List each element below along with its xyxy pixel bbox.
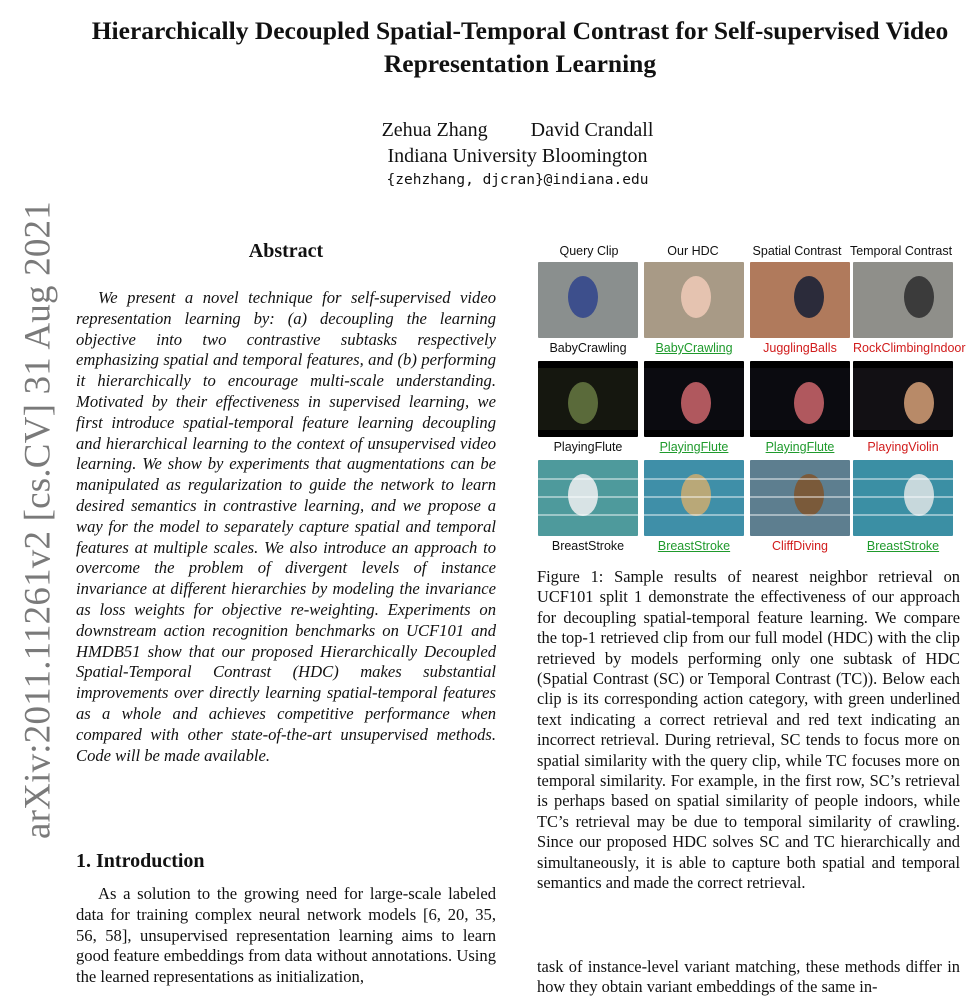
figure-row — [537, 361, 973, 460]
retrieval-cell — [750, 262, 850, 358]
paper-title-line-1: Hierarchically Decoupled Spatial-Temporal Contrast for Self-supervised Video — [91, 16, 949, 45]
action-label: CliffDiving — [771, 539, 829, 553]
frame-subject — [681, 382, 711, 424]
video-frame-thumbnail — [538, 361, 638, 437]
action-label: BreastStroke — [657, 539, 731, 553]
video-frame-thumbnail — [853, 460, 953, 536]
author-email: {zehzhang, djcran}@indiana.edu — [386, 172, 649, 188]
action-label: PlayingFlute — [553, 440, 623, 454]
video-frame-thumbnail — [538, 262, 638, 338]
retrieval-cell — [644, 460, 744, 556]
paper-title — [60, 14, 979, 80]
figure-1 — [537, 240, 973, 559]
action-label: BabyCrawling — [549, 341, 627, 355]
lane-line — [644, 478, 744, 480]
lane-line — [853, 496, 953, 498]
action-label: BreastStroke — [866, 539, 940, 553]
retrieval-cell — [644, 262, 744, 358]
introduction-heading: 1. Introduction — [76, 850, 205, 872]
frame-subject — [904, 276, 934, 318]
column-header-temporal: Temporal Contrast — [849, 244, 953, 258]
frame-subject — [681, 474, 711, 516]
action-label: RockClimbingIndoor — [853, 341, 966, 355]
author-crandall: David Crandall — [530, 119, 654, 141]
right-column-text: task of instance-level variant matching, these methods differ in how they obtain variant embeddings of the same in- — [537, 957, 960, 997]
video-frame-thumbnail — [644, 262, 744, 338]
abstract-heading: Abstract — [248, 240, 324, 262]
column-header-spatial: Spatial Contrast — [752, 244, 842, 258]
retrieval-cell — [853, 361, 953, 457]
arxiv-id: arXiv:2011.11261v2 [cs.CV] 31 Aug 2021 — [17, 201, 59, 839]
action-label: PlayingFlute — [765, 440, 835, 454]
retrieval-cell — [750, 460, 850, 556]
video-frame-thumbnail — [750, 361, 850, 437]
video-frame-thumbnail — [853, 361, 953, 437]
author-list — [0, 116, 979, 144]
figure-grid — [537, 262, 973, 559]
lane-line — [750, 478, 850, 480]
action-label: JugglingBalls — [763, 341, 837, 355]
column-header-query: Query Clip — [559, 244, 619, 258]
frame-subject — [568, 276, 598, 318]
author-zhang: Zehua Zhang — [381, 119, 488, 141]
lane-line — [644, 514, 744, 516]
frame-subject — [568, 474, 598, 516]
action-label: BabyCrawling — [655, 341, 733, 355]
retrieval-cell — [538, 460, 638, 556]
action-label: PlayingFlute — [659, 440, 729, 454]
video-frame-thumbnail — [750, 262, 850, 338]
lane-line — [538, 496, 638, 498]
frame-subject — [681, 276, 711, 318]
lane-line — [644, 496, 744, 498]
column-header-hdc: Our HDC — [667, 244, 719, 258]
frame-subject — [568, 382, 598, 424]
lane-line — [538, 478, 638, 480]
video-frame-thumbnail — [644, 361, 744, 437]
action-label: BreastStroke — [551, 539, 625, 553]
lane-line — [750, 514, 850, 516]
action-label: PlayingViolin — [867, 440, 939, 454]
paper-title-line-2: Representation Learning — [383, 49, 657, 78]
retrieval-cell — [750, 361, 850, 457]
frame-subject — [904, 382, 934, 424]
retrieval-cell — [853, 460, 953, 556]
affiliation: Indiana University Bloomington — [387, 145, 648, 167]
frame-subject — [794, 276, 824, 318]
figure-row — [537, 262, 973, 361]
video-frame-thumbnail — [853, 262, 953, 338]
abstract-text: We present a novel technique for self-supervised video representation learning by: (a) decoupling the learning objective into two contrastive subtasks respectively emphasizing spatial and temporal features, and (b) performing it hierarchically to encourage multi-scale understanding. Motivated by their effectiveness in supervised learning, we first introduce spatial-temporal feature learning decoupling and hierarchical learning to the context of unsupervised video learning. We show by experiments that augmentations can be manipulated as regularization to guide the network to learn desired semantics in contrastive learning, and we propose a way for the model to separately capture spatial and temporal features at multiple scales. We also introduce an approach to overcome the problem of divergent levels of instance invariance at different hierarchies by modeling the invariance as loss weights for objective re-weighting. Experiments on downstream action recognition benchmarks on UCF101 and HMDB51 show that our proposed Hierarchically Decoupled Spatial-Temporal Contrast (HDC) makes substantial improvements over directly learning spatial-temporal features as a whole and achieves competitive performance when compared with other state-of-the-art unsupervised methods. Code will be made available. — [76, 288, 496, 765]
video-frame-thumbnail — [538, 460, 638, 536]
introduction-text: As a solution to the growing need for large-scale labeled data for training complex neural network models [6, 20, 35, 56, 58], unsupervised representation learning aims to learn good feature embeddings from data without annotations. Using the learned representations as initialization, — [76, 884, 496, 987]
video-frame-thumbnail — [750, 460, 850, 536]
lane-line — [750, 496, 850, 498]
retrieval-cell — [538, 361, 638, 457]
figure-caption: Figure 1: Sample results of nearest neighbor retrieval on UCF101 split 1 demonstrate the effectiveness of our approach for decoupling spatial-temporal feature learning. We compare the top-1 retrieved clip from our full model (HDC) with the clip retrieved by models performing only one subtask of HDC (Spatial Contrast (SC) or Temporal Contrast (TC)). Below each clip is its corresponding action category, with green underlined text indicating a correct retrieval and red text indicating an incorrect retrieval. During retrieval, SC tends to focus more on spatial similarity with the query clip, while TC focuses more on temporal similarity. For example, in the first row, SC’s retrieval is perhaps based on spatial similarity of people indoors, while TC’s retrieval may be due to temporal similarity of crawling. Since our proposed HDC solves SC and TC hierarchically and simultaneously, it is able to capture both spatial and temporal semantics and made the correct retrieval. — [537, 567, 960, 893]
video-frame-thumbnail — [644, 460, 744, 536]
retrieval-cell — [644, 361, 744, 457]
frame-subject — [904, 474, 934, 516]
lane-line — [538, 514, 638, 516]
frame-subject — [794, 382, 824, 424]
lane-line — [853, 478, 953, 480]
retrieval-cell — [538, 262, 638, 358]
figure-column-headers — [537, 240, 973, 262]
retrieval-cell — [853, 262, 966, 358]
frame-subject — [794, 474, 824, 516]
figure-row — [537, 460, 973, 559]
lane-line — [853, 514, 953, 516]
